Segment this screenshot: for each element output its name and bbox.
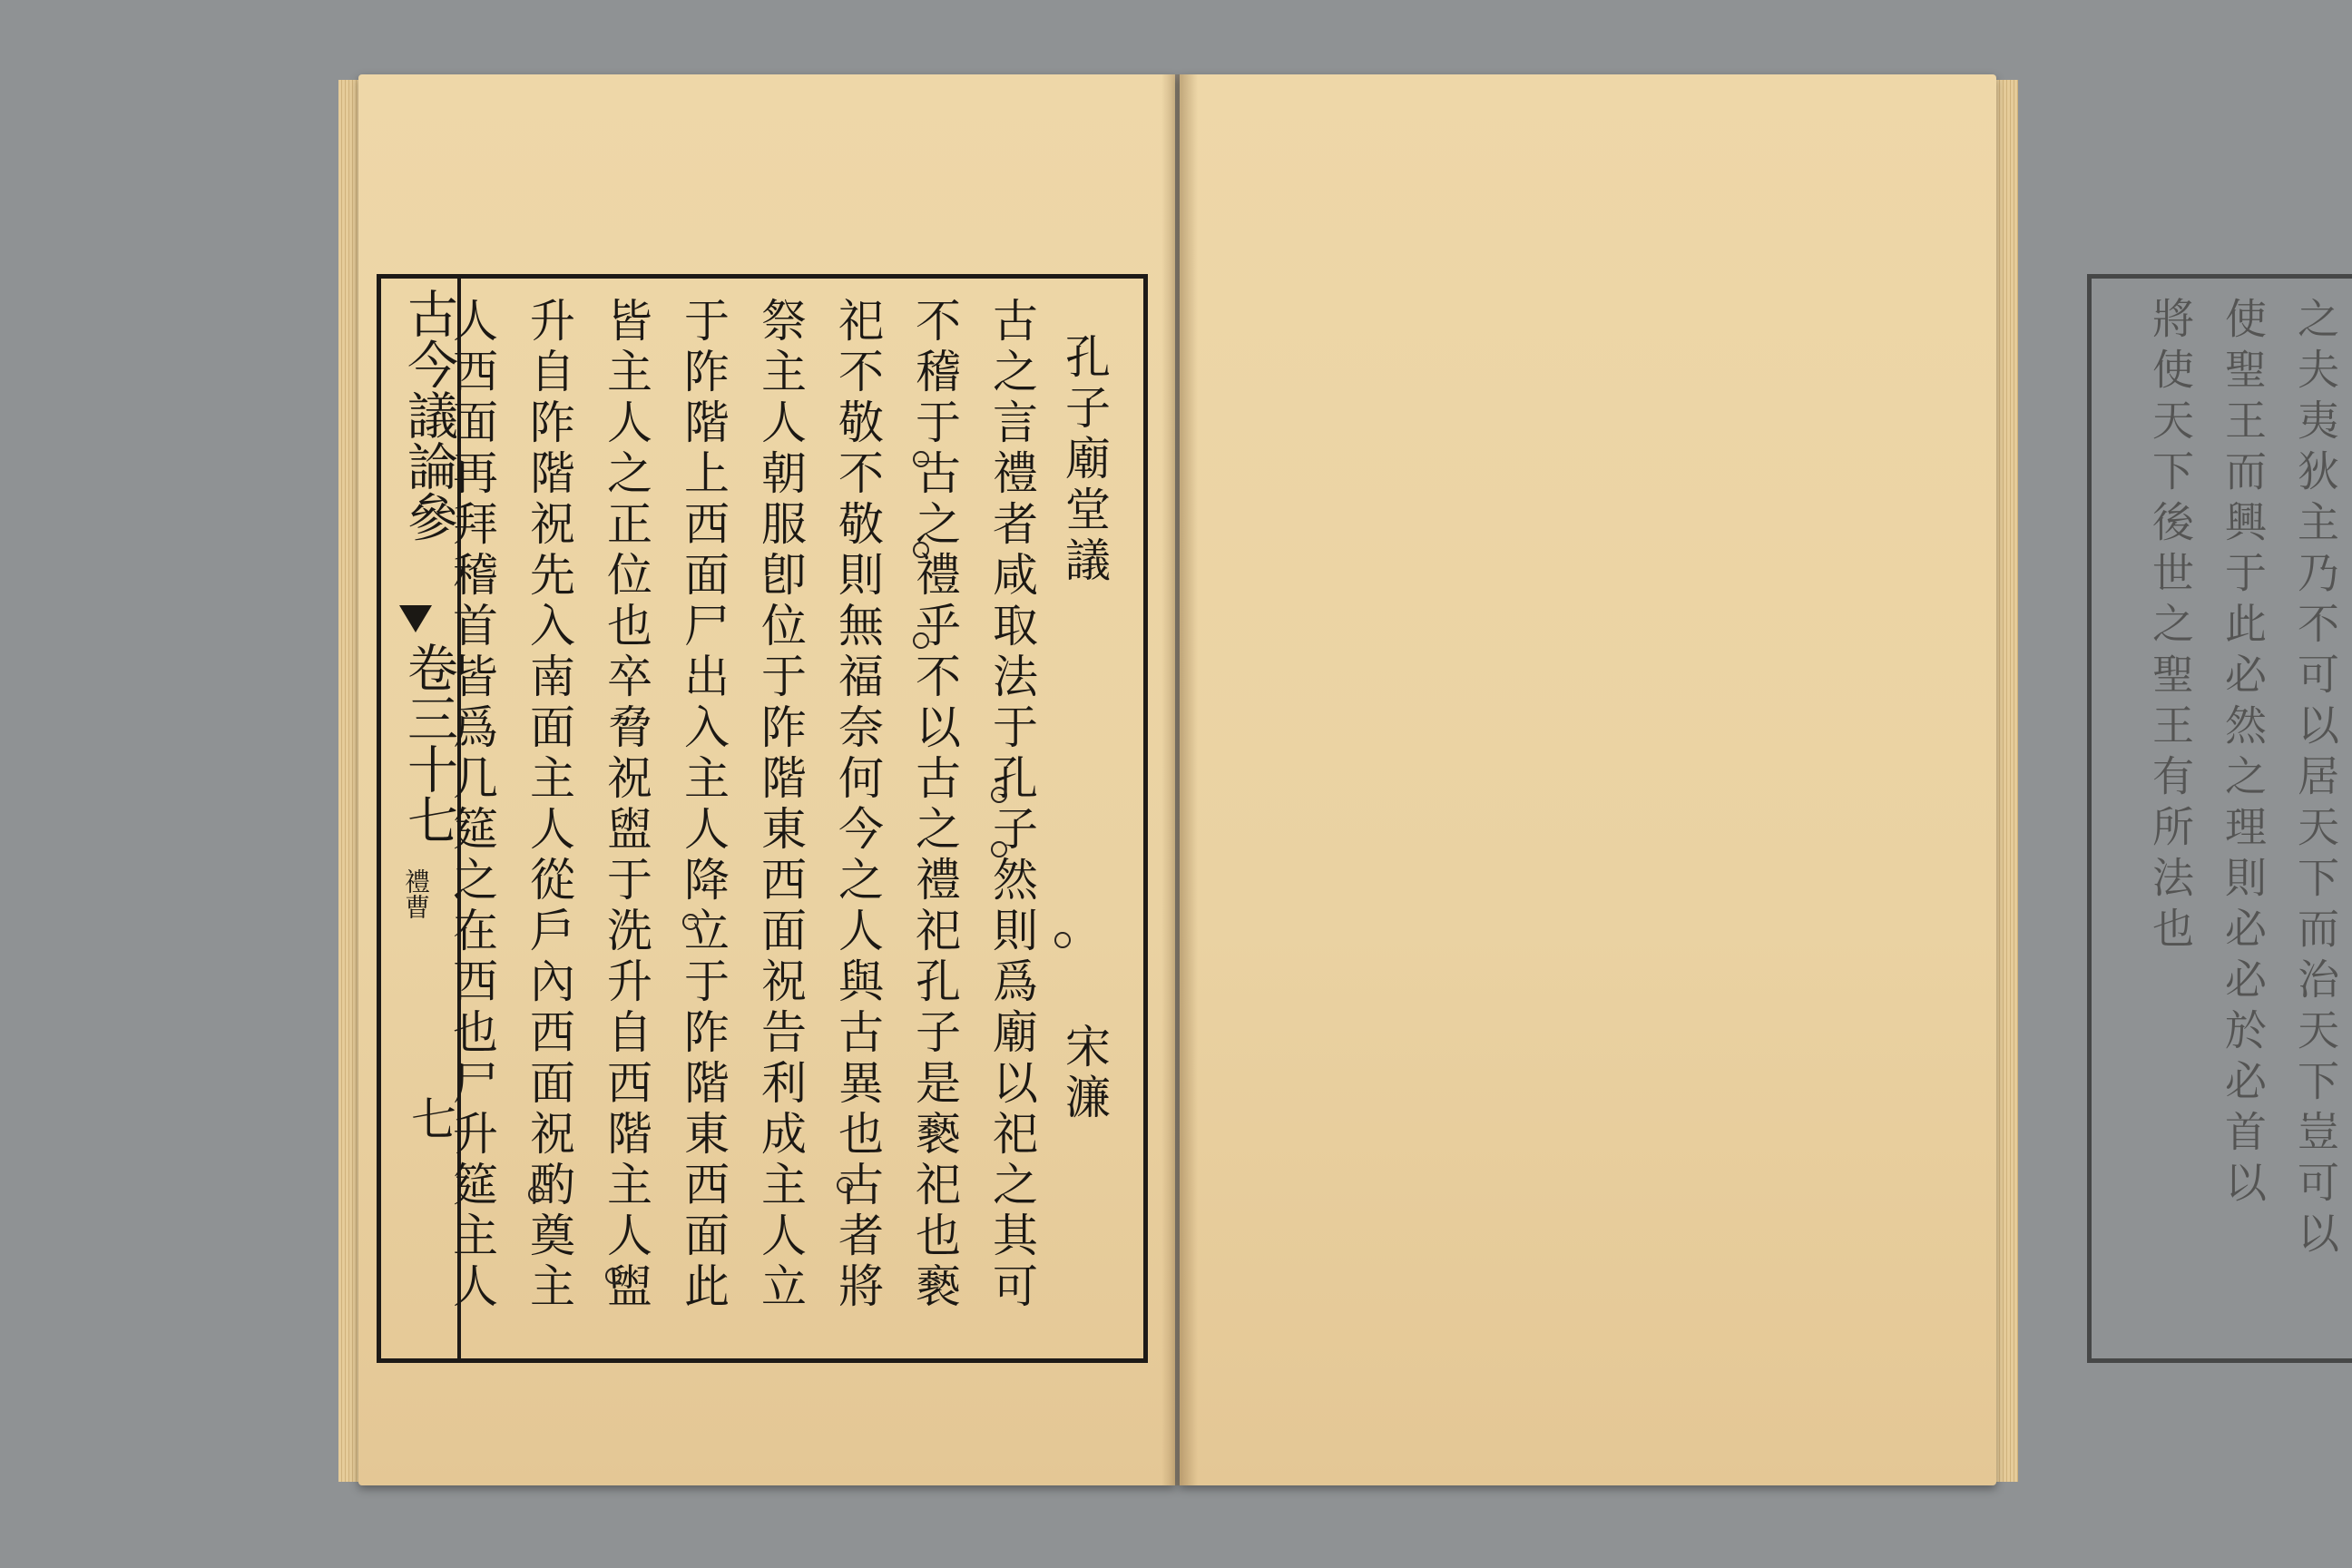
- text-column-5: 于阼階上西面尸出入主人降立于阼階東西面此: [677, 297, 730, 1313]
- open-book: [358, 74, 2340, 1490]
- essay-heading: 孔子廟堂議: [1058, 333, 1111, 587]
- text-column-4: 祭主人朝服卽位于阼階東西面祝告利成主人立: [754, 297, 807, 1313]
- left-page: [358, 74, 1175, 1485]
- author-name: 宋濂: [1058, 1023, 1111, 1124]
- punctuation-circle: [682, 914, 699, 930]
- text-column-8: 人西面再拜稽首皆爲几筵之在西也尸升筵主人: [446, 297, 498, 1313]
- text-column-7: 升自阼階祝先入南面主人從戶內西面祝酌奠主: [523, 297, 575, 1313]
- right-page: [1180, 74, 2340, 1485]
- punctuation-circle: [837, 1177, 853, 1193]
- left-banxin-title: 古今議論參: [399, 288, 458, 542]
- right-text-column-6: 之夫夷狄主乃不可以居天下而治天下豈可以: [2291, 297, 2340, 1262]
- book-gutter: [1161, 74, 1198, 1485]
- left-text-frame: [377, 274, 1148, 1363]
- punctuation-circle: [913, 542, 929, 558]
- text-column-6: 皆主人之正位也卒脅祝盥于洗升自西階主人盥: [600, 297, 652, 1313]
- punctuation-circle: [991, 841, 1007, 858]
- fish-tail-mark-icon: [399, 605, 432, 632]
- page-edges-left: [338, 80, 360, 1482]
- text-column-2: 不稽于古之禮乎不以古之禮祀孔子是褻祀也褻: [908, 297, 961, 1313]
- punctuation-circle: [528, 1186, 544, 1202]
- left-banxin-juan: 卷三十七: [399, 642, 458, 845]
- punctuation-circle: [913, 451, 929, 467]
- left-banxin-folio: 七: [404, 1095, 456, 1141]
- punctuation-circle: [991, 787, 1007, 803]
- right-text-column-8: 將使天下後世之聖王有所法也: [2146, 297, 2195, 957]
- left-banxin-section: 禮曹: [401, 868, 431, 919]
- text-column-3: 祀不敬不敬則無福奈何今之人與古異也古者將: [831, 297, 884, 1313]
- text-column-1: 古之言禮者咸取法于孔子然則爲廟以祀之其可: [985, 297, 1038, 1313]
- punctuation-circle: [913, 632, 929, 649]
- page-edges-right: [1996, 80, 2018, 1482]
- right-text-frame: [2087, 274, 2352, 1363]
- punctuation-circle: [1054, 932, 1071, 948]
- right-text-column-7: 使聖王而興于此必然之理則必必於必首以: [2219, 297, 2268, 1211]
- punctuation-circle: [605, 1268, 622, 1284]
